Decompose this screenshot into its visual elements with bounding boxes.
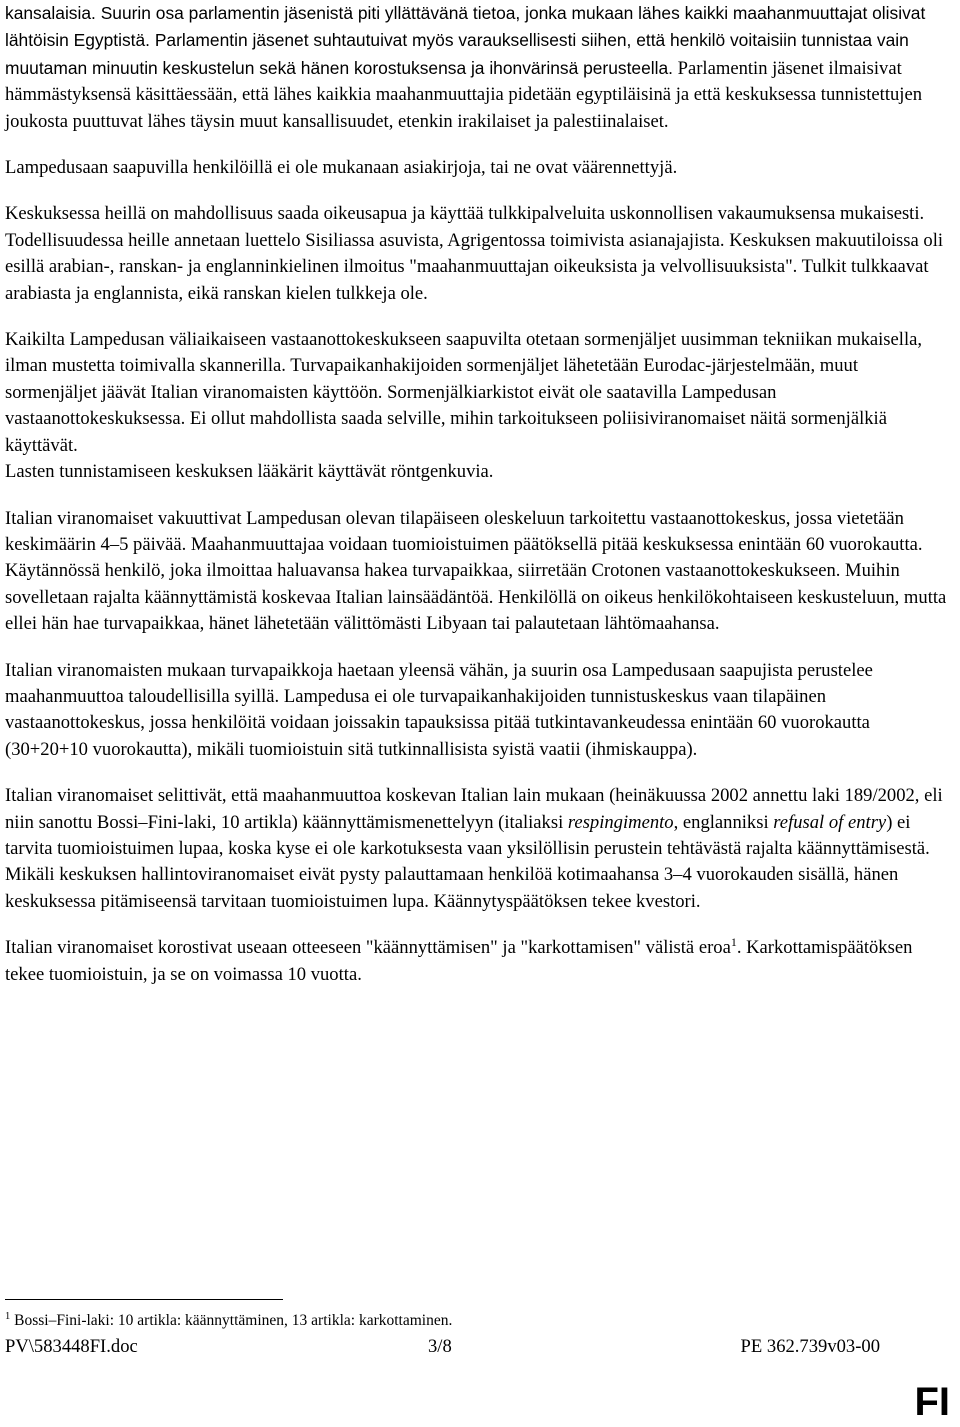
- paragraph-1-serif: Parlamentin jäsenet ilmaisivat hämmästyksensä käsittäessään, että lähes kaikkia maahanmuuttajia pidetään egyptiläisinä ja että keskuksessa tunnistettujen joukosta puuttuvat lähes täysin muut kansallisuudet, etenkin irakilaiset ja palestiinalaiset.: [5, 57, 923, 132]
- paragraph-7-part-b: , englanniksi: [673, 811, 774, 833]
- paragraph-7-part-c: ) ei tarvita tuomioistuimen lupaa, koska kyse ei ole karkotuksesta vaan yksilöllisin perustein tehtävästä rajalta käännyttämisestä. Mikäli keskuksen hallintoviranomaiset eivät pysty palauttamaan henkilöä kotimaahansa 3–4 vuorokauden sisällä, hänen keskuksessa pitämiseensä tarvitaan tuomioistuimen lupa. Käännytyspäätöksen tekee kvestori.: [5, 811, 930, 912]
- paragraph-8-part-a: Italian viranomaiset korostivat useaan otteeseen "käännyttämisen" ja "karkottamisen" välistä eroa: [5, 937, 731, 959]
- footnote-text: Bossi–Fini-laki: 10 artikla: käännyttäminen, 13 artikla: karkottaminen.: [10, 1312, 453, 1329]
- language-tag: FI: [914, 1380, 950, 1424]
- paragraph-4-last-line: Lasten tunnistamiseen keskuksen lääkärit käyttävät röntgenkuvia.: [5, 461, 494, 483]
- footnote-separator: [5, 1299, 283, 1300]
- document-body: [5, 0, 950, 1008]
- paragraph-4: Kaikilta Lampedusan väliaikaiseen vastaanottokeskukseen saapuvilta otetaan sormenjäljet uusimman tekniikan mukaisella, ilman mustetta toimivalla skannerilla. Turvapaikanhakijoiden sormenjäljet lähetetään Eurodac-järjestelmään, muut sormenjäljet jäävät Italian viranomaisten käyttöön. Sormenjälkiarkistot eivät ole saatavilla Lampedusan vastaanottokeskuksessa. Ei ollut mahdollista saada selville, mihin tarkoitukseen poliisiviranomaiset näitä sormenjälkiä käyttävät.: [5, 329, 923, 456]
- footnote-number: 1: [5, 1310, 11, 1322]
- paragraph-1: [5, 0, 950, 135]
- paragraph-5-continued: Käytännössä henkilö, joka ilmoittaa haluavansa hakea turvapaikkaa, siirretään Crotonen vastaanottokeskukseen. Muihin sovelletaan rajalta käännyttämistä koskevaa Italian lainsäädäntöä. Henkilöllä on oikeus henkilökohtaiseen keskusteluun, mutta ellei hän hae turvapaikkaa, hänet lähetetään välittömästi Libyaan tai palautetaan lähtömaahansa.: [5, 560, 947, 635]
- paragraph-7-part-a: Italian viranomaiset selittivät, että maahanmuuttoa koskevan Italian lain mukaan (heinäkuussa 2002 annettu laki 189/2002, eli niin sanottu Bossi–Fini-laki, 10 artikla) käännyttämismenettelyyn (italiaksi: [5, 785, 943, 833]
- footnote: [5, 1311, 452, 1331]
- paragraph-6: Italian viranomaisten mukaan turvapaikkoja haetaan yleensä vähän, ja suurin osa Lampedusaan saapujista perustelee maahanmuuttoa taloudellisilla syillä. Lampedusa ei ole turvapaikanhakijoiden tunnistuskeskus vaan tilapäinen vastaanottokeskus, jossa henkilöitä voidaan joissakin tapauksissa pitää tutkintavankeudessa enintään 60 vuorokautta (30+20+10 vuorokautta), mikäli tuomioistuin sitä tutkinnallisista syistä vaatii (ihmiskauppa).: [5, 659, 873, 760]
- footer-page-number: 3/8: [428, 1336, 452, 1357]
- paragraph-2: Lampedusaan saapuvilla henkilöillä ei ole mukanaan asiakirjoja, tai ne ovat väärennettyjä.: [5, 157, 678, 179]
- paragraph-8-part-b: . Karkottamispäätöksen tekee tuomioistuin, ja se on voimassa 10 vuotta.: [5, 937, 913, 985]
- paragraph-1-sans: kansalaisia. Suurin osa parlamentin jäsenistä piti yllättävänä tietoa, jonka mukaan lähes kaikki maahanmuuttajat olisivat lähtöisin Egyptistä. Parlamentin jäsenet suhtautuivat myös varauksellisesti siihen, että henkilö voitaisiin tunnistaa vain muutaman minuutin keskustelun sekä hänen korostuksensa ja ihonvärinsä perusteella.: [5, 3, 926, 78]
- footer-document-name: PV\583448FI.doc: [5, 1336, 138, 1357]
- paragraph-3: Keskuksessa heillä on mahdollisuus saada oikeusapua ja käyttää tulkkipalveluita uskonnollisen vakaumuksensa mukaisesti. Todellisuudessa heille annetaan luettelo Sisiliassa asuvista, Agrigentossa toimivista asianajajista. Keskuksen makuutiloissa oli esillä arabian-, ranskan- ja englanninkielinen ilmoitus "maahanmuuttajan oikeuksista ja velvollisuuksista". Tulkit tulkkaavat arabiasta ja englannista, eikä ranskan kielen tulkkeja ole.: [5, 203, 944, 304]
- footer-reference: PE 362.739v03-00: [740, 1336, 880, 1357]
- paragraph-8: [5, 935, 950, 988]
- paragraph-7: [5, 783, 950, 915]
- italic-term-respingimento: respingimento: [567, 811, 674, 833]
- paragraph-5: Italian viranomaiset vakuuttivat Lampedusan olevan tilapäiseen oleskeluun tarkoitettu vastaanottokeskus, jossa vietetään keskimäärin 4–5 päivää. Maahanmuuttajaa voidaan tuomioistuimen päätöksellä pitää keskuksessa enintään 60 vuorokautta.: [5, 507, 923, 555]
- italic-term-refusal-of-entry: refusal of entry: [773, 811, 887, 833]
- footnote-reference[interactable]: 1: [730, 935, 737, 949]
